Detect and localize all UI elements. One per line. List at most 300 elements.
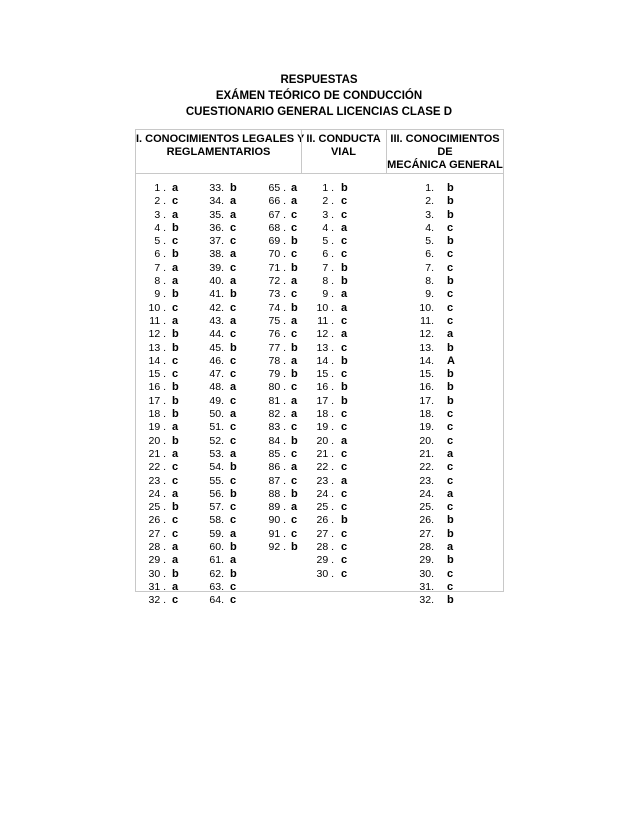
answer-letter: a: [291, 501, 298, 514]
answer-row: [194, 248, 236, 261]
answer-letter: b: [172, 381, 179, 394]
answer-letter: a: [230, 208, 237, 221]
answer-letter: c: [172, 527, 179, 540]
question-number: 80 .: [268, 381, 286, 394]
question-number: 1.: [425, 182, 434, 194]
question-number: 76 .: [268, 328, 286, 341]
question-number: 7.: [425, 261, 434, 274]
answer-letter: a: [341, 434, 348, 447]
answer-letter: b: [291, 341, 298, 354]
conducta-column: [306, 182, 366, 581]
question-number: 47.: [209, 368, 224, 381]
answer-letter: c: [172, 195, 179, 208]
answer-row: [406, 209, 466, 222]
question-number: 17 .: [316, 394, 334, 407]
question-number: 1 .: [322, 182, 334, 194]
answer-row: [136, 394, 179, 408]
question-number: 77 .: [268, 341, 286, 354]
question-number: 28.: [419, 541, 434, 554]
question-number: 3 .: [154, 208, 166, 221]
question-number: 29 .: [148, 554, 166, 567]
question-number: 11 .: [149, 314, 166, 327]
answer-row: [136, 328, 179, 341]
answer-row: [306, 554, 366, 567]
answer-letter: c: [172, 514, 179, 527]
answer-letter: c: [172, 368, 179, 381]
header-legales: [136, 130, 305, 173]
answer-letter: b: [172, 248, 179, 261]
header-conducta-line-1: II. CONDUCTA: [306, 133, 381, 145]
answer-letter: a: [230, 381, 237, 394]
answer-letter: a: [291, 195, 298, 208]
answer-row: [406, 368, 466, 381]
question-number: 7 .: [154, 261, 166, 274]
question-number: 13 .: [148, 341, 166, 354]
answer-row: [194, 581, 236, 594]
header-mecanica-line-1: III. CONOCIMIENTOS: [390, 133, 500, 145]
question-number: 21.: [419, 447, 434, 460]
answer-letter: c: [291, 381, 298, 394]
answer-row: [306, 448, 366, 461]
question-number: 70 .: [268, 248, 286, 261]
question-number: 74 .: [268, 301, 286, 314]
question-number: 3 .: [322, 208, 334, 221]
answer-letter: c: [230, 235, 237, 248]
question-number: 83 .: [268, 421, 286, 434]
answer-letter: c: [291, 221, 298, 234]
question-number: 36.: [209, 221, 224, 234]
answer-letter: c: [230, 301, 237, 314]
answer-row: [406, 568, 466, 581]
answer-row: [256, 342, 298, 355]
question-number: 25 .: [148, 501, 166, 514]
answer-letter: a: [230, 447, 237, 460]
question-number: 87 .: [268, 474, 286, 487]
answer-letter: b: [447, 554, 454, 567]
answer-row: [136, 354, 179, 368]
question-number: 66 .: [268, 195, 286, 208]
question-number: 90 .: [268, 514, 286, 527]
question-number: 32.: [419, 594, 434, 607]
question-number: 3.: [425, 208, 434, 221]
answer-row: [406, 581, 466, 594]
answer-row: [194, 435, 236, 448]
answer-letter: a: [447, 328, 454, 341]
header-divider: [301, 130, 302, 173]
answer-row: [136, 368, 179, 381]
answer-letter: c: [447, 288, 454, 301]
question-number: 92 .: [268, 541, 286, 554]
answer-letter: c: [341, 501, 348, 514]
answer-row: [256, 262, 298, 275]
answer-letter: c: [230, 594, 237, 607]
answer-letter: b: [230, 288, 237, 301]
answer-letter: c: [341, 567, 348, 580]
answer-row: [136, 248, 179, 261]
answer-row: [194, 448, 236, 461]
answer-row: [306, 288, 366, 301]
answer-letter: b: [341, 182, 348, 194]
question-number: 19.: [419, 421, 434, 434]
answer-row: [194, 275, 236, 288]
answer-row: [306, 528, 366, 541]
answer-letter: b: [172, 341, 179, 354]
answer-row: [136, 208, 179, 222]
question-number: 16 .: [148, 381, 166, 394]
answer-letter: c: [291, 474, 298, 487]
answer-letter: b: [230, 567, 237, 580]
answer-letter: c: [172, 594, 179, 607]
answer-row: [406, 448, 466, 461]
question-number: 67 .: [268, 208, 286, 221]
answer-letter: b: [172, 221, 179, 234]
answer-row: [256, 514, 298, 527]
answer-row: [194, 408, 236, 421]
answer-letter: c: [341, 248, 348, 261]
question-number: 14.: [419, 354, 434, 367]
answer-row: [194, 421, 236, 434]
question-number: 19 .: [316, 421, 334, 434]
answer-row: [306, 182, 366, 195]
header-conducta-line-2: VIAL: [330, 146, 357, 158]
answer-row: [136, 314, 179, 328]
question-number: 22 .: [148, 461, 166, 474]
answer-row: [406, 275, 466, 288]
answer-letter: c: [230, 474, 237, 487]
question-number: 30 .: [148, 567, 166, 580]
answer-row: [136, 434, 179, 448]
question-number: 53.: [209, 447, 224, 460]
question-number: 82 .: [268, 408, 286, 421]
question-number: 5 .: [322, 235, 334, 248]
question-number: 51.: [209, 421, 224, 434]
question-number: 12 .: [148, 328, 166, 341]
answer-letter: b: [291, 261, 298, 274]
answer-letter: a: [291, 354, 298, 367]
answer-letter: a: [172, 541, 179, 554]
answer-row: [406, 195, 466, 208]
answer-letter: c: [230, 580, 237, 593]
answer-row: [406, 488, 466, 501]
answer-row: [256, 368, 298, 381]
answer-row: [406, 528, 466, 541]
question-number: 2 .: [154, 195, 166, 208]
answer-row: [406, 288, 466, 301]
question-number: 8 .: [322, 275, 334, 288]
answer-letter: c: [172, 301, 179, 314]
question-number: 39.: [209, 261, 224, 274]
answer-letter: c: [341, 527, 348, 540]
question-number: 19 .: [148, 421, 166, 434]
answer-row: [256, 355, 298, 368]
legales-column-c: [256, 182, 298, 554]
answer-row: [194, 541, 236, 554]
question-number: 2.: [425, 195, 434, 208]
question-number: 16 .: [316, 381, 334, 394]
answer-letter: a: [172, 554, 179, 567]
question-number: 28 .: [316, 541, 334, 554]
answer-letter: c: [447, 567, 454, 580]
question-number: 37.: [209, 235, 224, 248]
question-number: 33.: [209, 182, 224, 194]
question-number: 61.: [209, 554, 224, 567]
answer-letter: a: [291, 408, 298, 421]
title-line-2: EXÁMEN TEÓRICO DE CONDUCCIÓN: [215, 90, 423, 102]
answer-row: [136, 235, 179, 248]
answer-letter: c: [341, 341, 348, 354]
question-number: 22.: [419, 461, 434, 474]
answer-letter: c: [447, 314, 454, 327]
question-number: 60.: [209, 541, 224, 554]
answer-letter: a: [230, 554, 237, 567]
answer-letter: c: [230, 394, 237, 407]
answer-row: [194, 528, 236, 541]
answer-row: [306, 408, 366, 421]
question-number: 22 .: [316, 461, 334, 474]
answer-letter: b: [172, 408, 179, 421]
answer-row: [256, 222, 298, 235]
answer-letter: c: [230, 261, 237, 274]
answer-row: [406, 594, 466, 607]
question-number: 6.: [425, 248, 434, 261]
question-number: 8.: [425, 275, 434, 288]
question-number: 50.: [209, 408, 224, 421]
answer-letter: c: [230, 434, 237, 447]
answer-row: [306, 328, 366, 341]
question-number: 69 .: [268, 235, 286, 248]
answer-letter: b: [447, 341, 454, 354]
answer-row: [136, 301, 179, 315]
question-number: 27 .: [148, 527, 166, 540]
answer-letter: A: [447, 354, 455, 367]
question-number: 63.: [209, 580, 224, 593]
question-number: 25 .: [316, 501, 334, 514]
header-legales-line-2: REGLAMENTARIOS: [166, 146, 271, 158]
answer-row: [136, 501, 179, 514]
answer-row: [136, 261, 179, 275]
answer-letter: a: [172, 487, 179, 500]
question-number: 1 .: [154, 182, 166, 194]
answer-row: [406, 222, 466, 235]
question-number: 25.: [419, 501, 434, 514]
answer-letter: a: [172, 275, 179, 288]
answer-letter: a: [230, 314, 237, 327]
answer-row: [406, 342, 466, 355]
answer-row: [194, 288, 236, 301]
header-divider: [386, 130, 387, 173]
answer-letter: c: [447, 474, 454, 487]
question-number: 38.: [209, 248, 224, 261]
answer-letter: c: [341, 195, 348, 208]
question-number: 58.: [209, 514, 224, 527]
answer-letter: a: [341, 288, 348, 301]
answer-row: [256, 235, 298, 248]
answer-letter: b: [447, 594, 454, 607]
answer-letter: c: [291, 514, 298, 527]
answer-row: [136, 541, 179, 554]
answer-letter: c: [341, 408, 348, 421]
question-number: 64.: [209, 594, 224, 607]
question-number: 57.: [209, 501, 224, 514]
answer-letter: c: [172, 235, 179, 248]
answer-row: [406, 355, 466, 368]
question-number: 24.: [419, 487, 434, 500]
answer-row: [194, 235, 236, 248]
answer-row: [136, 567, 179, 581]
question-number: 23.: [419, 474, 434, 487]
question-number: 72 .: [268, 275, 286, 288]
answer-letter: c: [230, 354, 237, 367]
question-number: 59.: [209, 527, 224, 540]
question-number: 21 .: [316, 447, 334, 460]
question-number: 11.: [420, 314, 434, 327]
question-number: 34.: [209, 195, 224, 208]
question-number: 17 .: [148, 394, 166, 407]
answer-letter: b: [447, 368, 454, 381]
answer-row: [406, 461, 466, 474]
answer-row: [406, 315, 466, 328]
question-number: 84 .: [268, 434, 286, 447]
answer-letter: b: [230, 487, 237, 500]
answer-row: [194, 475, 236, 488]
answer-letter: c: [341, 487, 348, 500]
answer-letter: a: [447, 541, 454, 554]
answer-row: [136, 594, 179, 607]
question-number: 5 .: [154, 235, 166, 248]
header-legales-line-1: I. CONOCIMIENTOS LEGALES Y: [136, 133, 305, 145]
question-number: 44.: [209, 328, 224, 341]
answer-row: [256, 315, 298, 328]
question-number: 31 .: [148, 580, 166, 593]
answer-row: [136, 447, 179, 461]
question-number: 12.: [419, 328, 434, 341]
answer-letter: c: [172, 354, 179, 367]
question-number: 13 .: [316, 341, 334, 354]
answer-letter: a: [172, 261, 179, 274]
answer-letter: a: [341, 221, 348, 234]
answer-letter: a: [172, 208, 179, 221]
answer-letter: a: [172, 421, 179, 434]
question-number: 15 .: [148, 368, 166, 381]
answer-letter: a: [230, 275, 237, 288]
answer-letter: b: [230, 341, 237, 354]
question-number: 65 .: [268, 182, 286, 194]
answer-row: [306, 235, 366, 248]
answer-letter: a: [341, 474, 348, 487]
answer-letter: c: [291, 447, 298, 460]
question-number: 91 .: [268, 527, 286, 540]
question-number: 20 .: [316, 434, 334, 447]
question-number: 32 .: [148, 594, 166, 607]
question-number: 4 .: [154, 221, 166, 234]
answer-row: [194, 355, 236, 368]
answer-row: [306, 461, 366, 474]
answer-row: [256, 182, 298, 195]
question-number: 18.: [419, 408, 434, 421]
answer-row: [306, 514, 366, 527]
legales-column-a: [136, 182, 179, 608]
answer-letter: a: [291, 461, 298, 474]
answer-letter: b: [291, 368, 298, 381]
answer-letter: b: [172, 288, 179, 301]
answer-letter: b: [341, 275, 348, 288]
header-mecanica: [386, 130, 504, 173]
answer-row: [136, 474, 179, 488]
answer-row: [306, 501, 366, 514]
answer-row: [136, 195, 179, 208]
answer-letter: c: [447, 461, 454, 474]
answer-row: [406, 262, 466, 275]
question-number: 75 .: [268, 314, 286, 327]
answer-row: [194, 568, 236, 581]
question-number: 12 .: [316, 328, 334, 341]
answer-letter: b: [341, 354, 348, 367]
question-number: 46.: [209, 354, 224, 367]
answer-letter: b: [291, 487, 298, 500]
answer-letter: b: [172, 328, 179, 341]
answer-row: [306, 381, 366, 394]
question-number: 10 .: [148, 301, 166, 314]
answer-letter: c: [447, 221, 454, 234]
answer-letter: b: [447, 208, 454, 221]
question-number: 31.: [419, 580, 434, 593]
answer-row: [256, 275, 298, 288]
question-number: 86 .: [268, 461, 286, 474]
question-number: 45.: [209, 341, 224, 354]
answer-letter: b: [447, 275, 454, 288]
answer-row: [194, 315, 236, 328]
question-number: 23 .: [316, 474, 334, 487]
question-number: 17.: [419, 394, 434, 407]
answer-row: [406, 328, 466, 341]
answer-letter: c: [341, 461, 348, 474]
answer-row: [306, 315, 366, 328]
answer-letter: a: [291, 275, 298, 288]
title-line-1: RESPUESTAS: [280, 74, 358, 86]
answer-letter: c: [291, 421, 298, 434]
answer-letter: a: [172, 447, 179, 460]
answer-letter: c: [447, 434, 454, 447]
answer-row: [136, 554, 179, 567]
answer-letter: c: [230, 514, 237, 527]
question-number: 26.: [419, 514, 434, 527]
question-number: 68 .: [268, 221, 286, 234]
answer-letter: b: [172, 501, 179, 514]
question-number: 26 .: [148, 514, 166, 527]
answer-row: [194, 182, 236, 195]
answer-letter: b: [172, 394, 179, 407]
answer-letter: a: [341, 301, 348, 314]
question-number: 88 .: [268, 487, 286, 500]
answer-letter: b: [291, 541, 298, 554]
answer-letter: b: [447, 394, 454, 407]
answer-letter: b: [447, 514, 454, 527]
answer-row: [406, 182, 466, 195]
answer-letter: a: [172, 580, 179, 593]
answer-letter: b: [291, 235, 298, 248]
question-number: 20.: [419, 434, 434, 447]
answer-row: [136, 461, 179, 474]
question-number: 28 .: [148, 541, 166, 554]
answer-row: [194, 395, 236, 408]
answer-row: [256, 302, 298, 315]
answer-row: [406, 421, 466, 434]
answer-row: [406, 514, 466, 527]
answer-row: [194, 488, 236, 501]
answer-letter: b: [291, 434, 298, 447]
answer-letter: b: [230, 182, 237, 194]
answer-letter: c: [230, 501, 237, 514]
